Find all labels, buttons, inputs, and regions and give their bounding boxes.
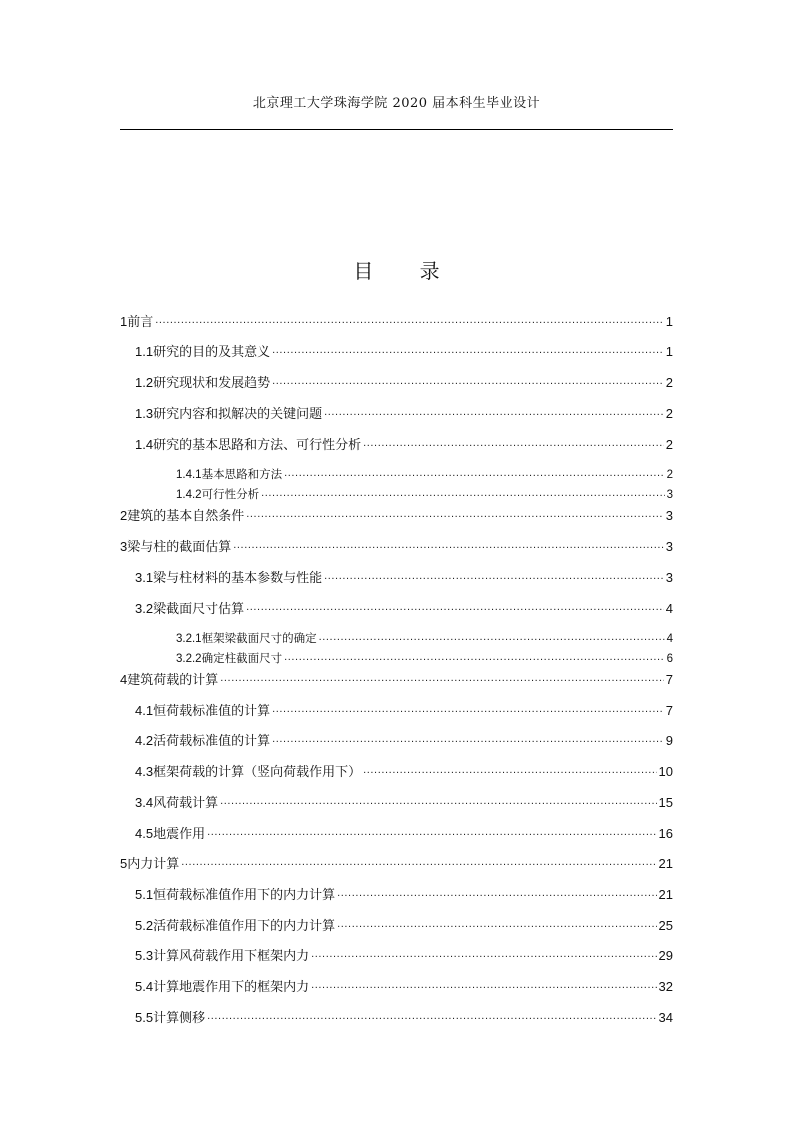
toc-entry-title: 研究的目的及其意义 xyxy=(153,345,271,360)
toc-leader-dots xyxy=(324,405,664,418)
toc-entry-title: 建筑的基本自然条件 xyxy=(127,509,245,524)
toc-leader-dots xyxy=(337,917,656,930)
toc-entry-page: 2 xyxy=(666,468,673,481)
toc-leader-dots xyxy=(363,436,664,449)
toc-leader-dots xyxy=(284,650,665,662)
toc-entry-page: 3 xyxy=(665,539,673,554)
toc-entry-title: 基本思路和方法 xyxy=(201,466,283,481)
toc-entry[interactable] xyxy=(135,763,673,781)
toc-entry-number: 5.2 xyxy=(135,918,154,933)
toc-entry-page: 10 xyxy=(658,764,673,779)
toc-entry-number: 3.2.1 xyxy=(176,632,202,645)
toc-entry-title: 内力计算 xyxy=(127,857,180,872)
toc-entry[interactable] xyxy=(135,978,673,996)
toc-entry-title: 地震作用 xyxy=(153,827,206,842)
toc-leader-dots xyxy=(311,947,656,960)
toc-leader-dots xyxy=(220,794,656,807)
toc-leader-dots xyxy=(272,732,664,745)
toc-entry-title: 确定柱截面尺寸 xyxy=(201,650,283,665)
toc-entry-number: 4 xyxy=(120,672,128,687)
toc-leader-dots xyxy=(261,486,665,498)
toc-entry-page: 2 xyxy=(665,375,673,390)
toc-leader-dots xyxy=(363,763,656,776)
toc-entry-page: 1 xyxy=(665,344,673,359)
toc-entry-page: 3 xyxy=(666,488,673,501)
toc-entry-title: 框架梁截面尺寸的确定 xyxy=(201,630,317,645)
toc-entry[interactable] xyxy=(120,507,673,525)
toc-entry-title: 梁与柱的截面估算 xyxy=(127,540,232,555)
toc-entry-title: 研究的基本思路和方法、可行性分析 xyxy=(153,438,362,453)
toc-leader-dots xyxy=(319,630,665,642)
page-header: 北京理工大学珠海学院 2020 届本科生毕业设计 xyxy=(252,96,541,111)
toc-entry-title: 梁截面尺寸估算 xyxy=(153,602,245,617)
toc-leader-dots xyxy=(311,978,656,991)
toc-entry-title: 框架荷载的计算（竖向荷载作用下） xyxy=(153,765,362,780)
toc-entry-title: 研究现状和发展趋势 xyxy=(153,376,271,391)
toc-leader-dots xyxy=(207,825,656,838)
toc-entry-number: 5 xyxy=(120,856,128,871)
toc-entry-number: 2 xyxy=(120,508,128,523)
toc-entry-title: 可行性分析 xyxy=(201,486,260,501)
toc-entry-title: 前言 xyxy=(127,315,154,330)
toc-entry[interactable] xyxy=(135,600,673,618)
toc-leader-dots xyxy=(233,538,664,551)
toc-entry-number: 3.1 xyxy=(135,570,154,585)
toc-entry[interactable] xyxy=(135,1009,673,1027)
toc-entry[interactable] xyxy=(135,702,673,720)
toc-entry[interactable] xyxy=(120,313,673,331)
toc-entry-title: 计算地震作用下的框架内力 xyxy=(153,980,310,995)
toc-entry-page: 16 xyxy=(658,826,673,841)
toc-entry-number: 1.4.2 xyxy=(176,488,202,501)
toc-entry-title: 建筑荷载的计算 xyxy=(127,673,219,688)
toc-entry[interactable] xyxy=(135,405,673,423)
toc-entry-page: 3 xyxy=(665,508,673,523)
toc-leader-dots xyxy=(324,569,664,582)
toc-entry-page: 2 xyxy=(665,406,673,421)
toc-entry[interactable] xyxy=(135,947,673,965)
toc-entry-title: 计算风荷载作用下框架内力 xyxy=(153,949,310,964)
toc-entry[interactable] xyxy=(120,855,673,873)
toc-entry-number: 4.1 xyxy=(135,703,154,718)
toc-entry[interactable] xyxy=(135,569,673,587)
toc-entry-page: 15 xyxy=(658,795,673,810)
toc-entry-page: 1 xyxy=(665,314,673,329)
toc-entry-number: 5.4 xyxy=(135,979,154,994)
toc-entry[interactable] xyxy=(135,886,673,904)
toc-entry-page: 21 xyxy=(658,887,673,902)
toc-leader-dots xyxy=(272,374,664,387)
toc-entry-page: 6 xyxy=(666,652,673,665)
toc-leader-dots xyxy=(272,343,664,356)
toc-entry-page: 21 xyxy=(658,856,673,871)
toc-entry[interactable] xyxy=(176,630,673,646)
toc-entry-number: 1.3 xyxy=(135,406,154,421)
toc-entry-title: 恒荷载标准值作用下的内力计算 xyxy=(153,888,336,903)
toc-entry[interactable] xyxy=(135,343,673,361)
toc-entry-number: 1.4.1 xyxy=(176,468,202,481)
toc-entry[interactable] xyxy=(135,436,673,454)
toc-leader-dots xyxy=(272,702,664,715)
toc-entry-page: 7 xyxy=(665,703,673,718)
toc-entry[interactable] xyxy=(120,538,673,556)
toc-entry-page: 4 xyxy=(666,632,673,645)
toc-entry[interactable] xyxy=(176,650,673,666)
toc-leader-dots xyxy=(337,886,656,899)
toc-entry-page: 3 xyxy=(665,570,673,585)
toc-entry-page: 9 xyxy=(665,733,673,748)
toc-leader-dots xyxy=(246,600,664,613)
toc-entry[interactable] xyxy=(135,374,673,392)
toc-entry-page: 7 xyxy=(665,672,673,687)
toc-entry-title: 风荷载计算 xyxy=(153,796,219,811)
toc-entry-number: 3.2.2 xyxy=(176,652,202,665)
toc-entry-number: 5.3 xyxy=(135,948,154,963)
toc-entry-title: 活荷载标准值作用下的内力计算 xyxy=(153,919,336,934)
toc-entry-number: 3 xyxy=(120,539,128,554)
toc-entry-number: 1.4 xyxy=(135,437,154,452)
toc-entry-title: 恒荷载标准值的计算 xyxy=(153,704,271,719)
toc-entry-page: 4 xyxy=(665,601,673,616)
toc-entry-page: 2 xyxy=(665,437,673,452)
toc-entry-page: 29 xyxy=(658,948,673,963)
toc-entry-page: 32 xyxy=(658,979,673,994)
toc-leader-dots xyxy=(220,671,664,684)
toc-entry[interactable] xyxy=(135,825,673,843)
toc-entry[interactable] xyxy=(135,794,673,812)
toc-entry-title: 梁与柱材料的基本参数与性能 xyxy=(153,571,323,586)
toc-leader-dots xyxy=(207,1009,656,1022)
toc-entry-number: 3.2 xyxy=(135,601,154,616)
toc-entry[interactable] xyxy=(176,486,673,502)
toc-entry-title: 计算侧移 xyxy=(153,1011,206,1026)
toc-entry-number: 1.2 xyxy=(135,375,154,390)
toc-entry-page: 25 xyxy=(658,918,673,933)
toc-entry-number: 3.4 xyxy=(135,795,154,810)
toc-entry[interactable] xyxy=(135,732,673,750)
toc-leader-dots xyxy=(155,313,664,326)
toc-entry[interactable] xyxy=(120,671,673,689)
toc-entry[interactable] xyxy=(135,917,673,935)
toc-entry-number: 4.2 xyxy=(135,733,154,748)
toc-entry[interactable] xyxy=(176,466,673,482)
toc-entry-number: 5.1 xyxy=(135,887,154,902)
toc-entry-page: 34 xyxy=(658,1010,673,1025)
toc-entry-number: 5.5 xyxy=(135,1010,154,1025)
toc-entry-number: 1.1 xyxy=(135,344,154,359)
toc-entry-number: 4.3 xyxy=(135,764,154,779)
toc-title: 目 录 xyxy=(353,259,460,283)
toc-leader-dots xyxy=(246,507,664,520)
toc-entry-title: 研究内容和拟解决的关键问题 xyxy=(153,407,323,422)
toc-entry-number: 4.5 xyxy=(135,826,154,841)
toc-entry-number: 1 xyxy=(120,314,128,329)
toc-leader-dots xyxy=(181,855,656,868)
toc-leader-dots xyxy=(284,466,665,478)
toc-entry-title: 活荷载标准值的计算 xyxy=(153,734,271,749)
